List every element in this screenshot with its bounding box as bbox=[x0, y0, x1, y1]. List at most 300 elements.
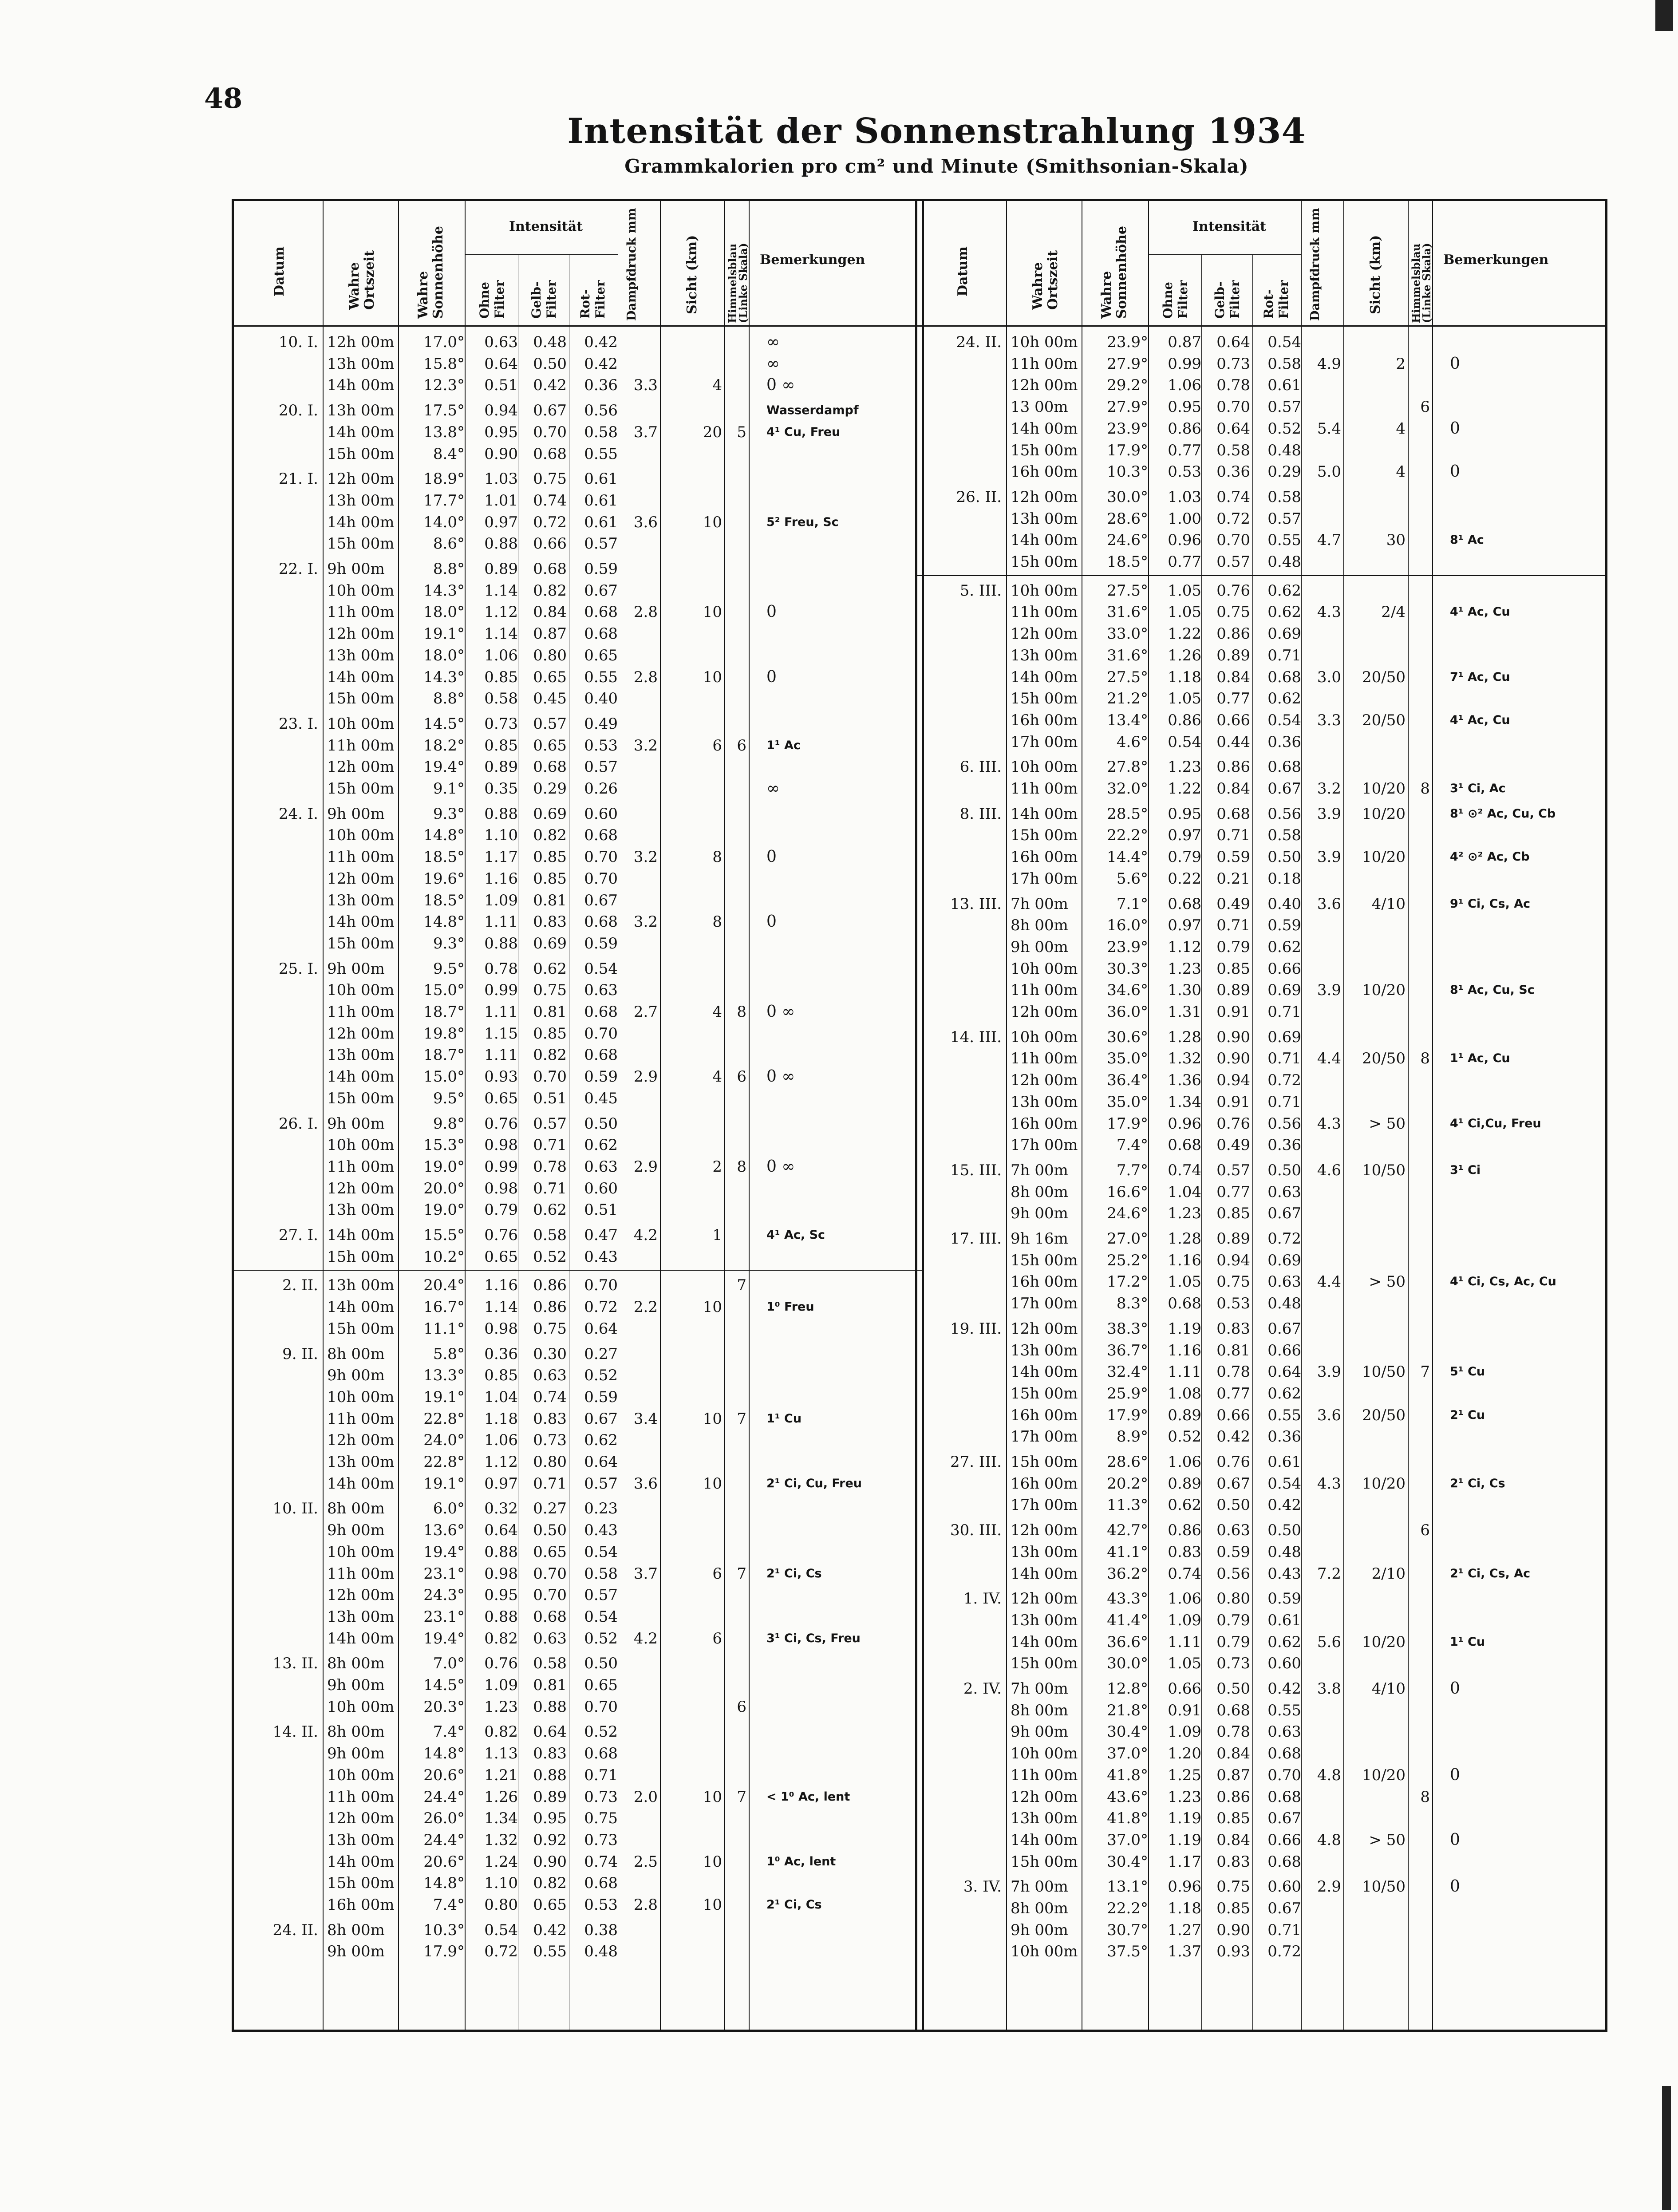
altitude-cell: 17.7° bbox=[423, 491, 465, 510]
intensity-yellow-filter-cell: 0.50 bbox=[533, 355, 567, 373]
header-rule bbox=[234, 325, 922, 327]
intensity-red-filter-cell: 0.67 bbox=[1267, 1319, 1301, 1338]
intensity-no-filter-cell: 1.37 bbox=[1168, 1943, 1201, 1961]
altitude-cell: 23.9° bbox=[1107, 938, 1148, 956]
table-row bbox=[234, 490, 922, 511]
intensity-red-filter-cell: 0.67 bbox=[584, 1410, 618, 1428]
table-row bbox=[917, 1898, 1605, 1919]
intensity-red-filter-cell: 0.68 bbox=[584, 913, 618, 931]
visibility-cell: 20/50 bbox=[1362, 1406, 1406, 1424]
altitude-cell: 8.9° bbox=[1116, 1428, 1148, 1446]
time-cell: 12h 00m bbox=[1011, 625, 1078, 643]
sky-blue-cell: 6 bbox=[1420, 398, 1430, 416]
altitude-cell: 28.6° bbox=[1107, 510, 1148, 528]
intensity-yellow-filter-cell: 0.56 bbox=[1216, 1564, 1250, 1583]
intensity-no-filter-cell: 0.62 bbox=[1168, 1496, 1201, 1514]
intensity-red-filter-cell: 0.50 bbox=[1267, 1521, 1301, 1540]
altitude-cell: 31.6° bbox=[1107, 603, 1148, 621]
table-row bbox=[917, 1340, 1605, 1361]
intensity-red-filter-cell: 0.68 bbox=[584, 625, 618, 643]
intensity-no-filter-cell: 1.09 bbox=[1168, 1611, 1201, 1629]
intensity-no-filter-cell: 1.12 bbox=[484, 603, 518, 621]
vapor-pressure-cell: 2.8 bbox=[633, 1896, 658, 1914]
table-row bbox=[917, 980, 1605, 1000]
table-row bbox=[234, 1247, 922, 1267]
altitude-cell: 12.8° bbox=[1107, 1680, 1148, 1698]
vapor-pressure-cell: 2.9 bbox=[633, 1068, 658, 1086]
table-row bbox=[234, 912, 922, 932]
remarks-cell: 0 bbox=[766, 603, 777, 621]
vapor-pressure-cell: 2.0 bbox=[633, 1788, 658, 1806]
intensity-yellow-filter-cell: 0.90 bbox=[1216, 1050, 1250, 1068]
intensity-yellow-filter-cell: 0.57 bbox=[533, 1114, 567, 1133]
intensity-no-filter-cell: 1.22 bbox=[1168, 780, 1201, 798]
table-row bbox=[917, 602, 1605, 622]
intensity-red-filter-cell: 0.70 bbox=[584, 869, 618, 888]
table-row bbox=[917, 1679, 1605, 1699]
vapor-pressure-cell: 3.7 bbox=[633, 1564, 658, 1583]
intensity-yellow-filter-cell: 0.81 bbox=[1216, 1341, 1250, 1359]
remarks-cell: 0 bbox=[1450, 354, 1460, 373]
intensity-no-filter-cell: 0.88 bbox=[484, 1608, 518, 1626]
table-row bbox=[917, 1808, 1605, 1829]
vapor-pressure-cell: 3.9 bbox=[1317, 805, 1341, 823]
table-row bbox=[234, 714, 922, 734]
visibility-cell: 4/10 bbox=[1371, 1680, 1406, 1698]
intensity-yellow-filter-cell: 0.68 bbox=[533, 1608, 567, 1626]
altitude-cell: 14.8° bbox=[423, 913, 465, 931]
visibility-cell: 10/50 bbox=[1362, 1363, 1406, 1381]
time-cell: 15h 00m bbox=[327, 690, 395, 708]
remarks-cell: 0 bbox=[766, 668, 777, 686]
intensity-no-filter-cell: 0.32 bbox=[484, 1500, 518, 1518]
intensity-red-filter-cell: 0.38 bbox=[584, 1921, 618, 1939]
intensity-no-filter-cell: 0.74 bbox=[1168, 1564, 1201, 1583]
intensity-subheader-rule bbox=[1148, 254, 1301, 255]
table-row bbox=[917, 847, 1605, 867]
intensity-yellow-filter-cell: 0.86 bbox=[533, 1298, 567, 1316]
time-cell: 15h 00m bbox=[1011, 1655, 1078, 1673]
altitude-cell: 21.8° bbox=[1107, 1701, 1148, 1719]
intensity-yellow-filter-cell: 0.74 bbox=[1216, 488, 1250, 506]
time-cell: 14h 00m bbox=[1011, 419, 1078, 438]
table-row bbox=[917, 375, 1605, 395]
intensity-no-filter-cell: 0.99 bbox=[484, 981, 518, 999]
time-cell: 13h 00m bbox=[327, 355, 395, 373]
intensity-no-filter-cell: 0.97 bbox=[484, 1474, 518, 1493]
intensity-no-filter-cell: 1.31 bbox=[1168, 1003, 1201, 1021]
intensity-yellow-filter-cell: 0.29 bbox=[533, 780, 567, 798]
intensity-yellow-filter-cell: 0.69 bbox=[533, 805, 567, 823]
altitude-cell: 25.9° bbox=[1107, 1384, 1148, 1402]
intensity-yellow-filter-cell: 0.75 bbox=[533, 981, 567, 999]
table-row bbox=[234, 1452, 922, 1472]
table-row bbox=[917, 1722, 1605, 1742]
altitude-cell: 9.5° bbox=[433, 960, 465, 978]
intensity-yellow-filter-cell: 0.91 bbox=[1216, 1093, 1250, 1111]
visibility-cell: 2 bbox=[712, 1157, 722, 1176]
intensity-yellow-filter-cell: 0.65 bbox=[533, 1896, 567, 1914]
altitude-cell: 12.3° bbox=[423, 376, 465, 395]
intensity-red-filter-cell: 0.62 bbox=[584, 1431, 618, 1450]
intensity-red-filter-cell: 0.54 bbox=[1267, 711, 1301, 729]
time-cell: 13h 00m bbox=[327, 891, 395, 909]
table-row bbox=[917, 778, 1605, 799]
intensity-no-filter-cell: 0.52 bbox=[1168, 1428, 1201, 1446]
time-cell: 14h 00m bbox=[327, 1068, 395, 1086]
intensity-yellow-filter-cell: 0.88 bbox=[533, 1698, 567, 1716]
intensity-no-filter-cell: 0.76 bbox=[484, 1114, 518, 1133]
time-cell: 10h 00m bbox=[1011, 333, 1078, 351]
intensity-red-filter-cell: 0.62 bbox=[1267, 1633, 1301, 1651]
date-cell: 26. II. bbox=[956, 488, 1002, 506]
visibility-cell: 8 bbox=[712, 848, 722, 866]
header-gelb-filter: Gelb-Filter bbox=[1212, 280, 1242, 319]
altitude-cell: 43.6° bbox=[1107, 1788, 1148, 1806]
header-bemerkungen: Bemerkungen bbox=[1443, 252, 1549, 268]
intensity-no-filter-cell: 1.30 bbox=[1168, 981, 1201, 999]
intensity-no-filter-cell: 0.74 bbox=[1168, 1161, 1201, 1179]
date-cell: 24. II. bbox=[956, 333, 1002, 351]
time-cell: 11h 00m bbox=[1011, 1050, 1078, 1068]
intensity-no-filter-cell: 1.23 bbox=[484, 1698, 518, 1716]
table-row bbox=[917, 1564, 1605, 1584]
intensity-no-filter-cell: 0.82 bbox=[484, 1629, 518, 1647]
vapor-pressure-cell: 5.6 bbox=[1317, 1633, 1341, 1651]
time-cell: 8h 00m bbox=[1011, 1701, 1068, 1719]
altitude-cell: 30.4° bbox=[1107, 1853, 1148, 1871]
date-cell: 14. II. bbox=[272, 1723, 318, 1741]
vapor-pressure-cell: 4.6 bbox=[1317, 1161, 1341, 1179]
intensity-red-filter-cell: 0.70 bbox=[584, 848, 618, 866]
header-ohne-filter: Ohne Filter bbox=[1161, 280, 1190, 319]
remarks-cell: 4¹ Ci,Cu, Freu bbox=[1450, 1116, 1541, 1130]
altitude-cell: 15.3° bbox=[423, 1136, 465, 1154]
intensity-yellow-filter-cell: 0.27 bbox=[533, 1500, 567, 1518]
remarks-cell: 0 bbox=[1450, 1830, 1460, 1849]
vapor-pressure-cell: 3.2 bbox=[633, 913, 658, 931]
visibility-cell: > 50 bbox=[1369, 1273, 1406, 1291]
intensity-yellow-filter-cell: 0.68 bbox=[533, 560, 567, 578]
visibility-cell: > 50 bbox=[1369, 1831, 1406, 1849]
visibility-cell: 10/20 bbox=[1362, 1766, 1406, 1784]
intensity-red-filter-cell: 0.62 bbox=[1267, 1384, 1301, 1402]
time-cell: 14h 00m bbox=[327, 913, 395, 931]
table-row bbox=[917, 1700, 1605, 1721]
altitude-cell: 33.0° bbox=[1107, 625, 1148, 643]
intensity-no-filter-cell: 0.77 bbox=[1168, 553, 1201, 571]
altitude-cell: 17.5° bbox=[423, 402, 465, 420]
table-row bbox=[917, 1383, 1605, 1404]
time-cell: 10h 00m bbox=[1011, 1943, 1078, 1961]
time-cell: 11h 00m bbox=[327, 1788, 395, 1806]
altitude-cell: 26.0° bbox=[423, 1809, 465, 1828]
intensity-yellow-filter-cell: 0.66 bbox=[533, 535, 567, 553]
intensity-no-filter-cell: 0.35 bbox=[484, 780, 518, 798]
intensity-red-filter-cell: 0.59 bbox=[584, 1068, 618, 1086]
intensity-red-filter-cell: 0.71 bbox=[1267, 1921, 1301, 1939]
intensity-no-filter-cell: 0.98 bbox=[484, 1179, 518, 1197]
scan-edge-mark bbox=[1662, 2086, 1671, 2210]
intensity-no-filter-cell: 1.00 bbox=[1168, 510, 1201, 528]
intensity-no-filter-cell: 1.08 bbox=[1168, 1384, 1201, 1402]
time-cell: 8h 00m bbox=[327, 1500, 385, 1518]
visibility-cell: 6 bbox=[712, 1564, 722, 1583]
altitude-cell: 18.7° bbox=[423, 1003, 465, 1021]
time-cell: 12h 00m bbox=[327, 625, 395, 643]
altitude-cell: 20.2° bbox=[1107, 1474, 1148, 1493]
vapor-pressure-cell: 4.8 bbox=[1317, 1831, 1341, 1849]
vapor-pressure-cell: 3.2 bbox=[1317, 780, 1341, 798]
remarks-cell: 2¹ Cu bbox=[1450, 1408, 1485, 1422]
intensity-no-filter-cell: 1.20 bbox=[1168, 1745, 1201, 1763]
table-row bbox=[917, 804, 1605, 824]
altitude-cell: 9.3° bbox=[433, 934, 465, 952]
altitude-cell: 23.1° bbox=[423, 1564, 465, 1583]
intensity-yellow-filter-cell: 0.78 bbox=[1216, 1363, 1250, 1381]
time-cell: 7h 00m bbox=[1011, 1161, 1068, 1179]
intensity-no-filter-cell: 1.32 bbox=[484, 1831, 518, 1849]
vapor-pressure-cell: 3.6 bbox=[633, 1474, 658, 1493]
date-cell: 5. III. bbox=[959, 581, 1002, 600]
table-row bbox=[917, 1070, 1605, 1090]
intensity-yellow-filter-cell: 0.89 bbox=[1216, 1230, 1250, 1248]
remarks-cell: 0 ∞ bbox=[766, 1157, 795, 1176]
altitude-cell: 14.3° bbox=[423, 581, 465, 600]
intensity-red-filter-cell: 0.70 bbox=[584, 1698, 618, 1716]
table-row bbox=[234, 980, 922, 1000]
remarks-cell: Wasserdampf bbox=[766, 403, 859, 418]
intensity-yellow-filter-cell: 0.57 bbox=[1216, 1161, 1250, 1179]
table-row bbox=[917, 732, 1605, 752]
intensity-yellow-filter-cell: 0.91 bbox=[1216, 1003, 1250, 1021]
intensity-red-filter-cell: 0.36 bbox=[584, 376, 618, 395]
intensity-no-filter-cell: 1.17 bbox=[484, 848, 518, 866]
table-row bbox=[234, 735, 922, 756]
time-cell: 16h 00m bbox=[1011, 1474, 1078, 1493]
sky-blue-cell: 6 bbox=[737, 1068, 746, 1086]
intensity-red-filter-cell: 0.55 bbox=[584, 445, 618, 463]
time-cell: 14h 00m bbox=[1011, 531, 1078, 549]
intensity-no-filter-cell: 0.96 bbox=[1168, 531, 1201, 549]
intensity-red-filter-cell: 0.70 bbox=[584, 1276, 618, 1295]
intensity-no-filter-cell: 0.96 bbox=[1168, 1114, 1201, 1133]
intensity-no-filter-cell: 1.34 bbox=[1168, 1093, 1201, 1111]
date-cell: 22. I. bbox=[278, 560, 318, 578]
intensity-no-filter-cell: 1.06 bbox=[484, 1431, 518, 1450]
intensity-yellow-filter-cell: 0.95 bbox=[533, 1809, 567, 1828]
date-cell: 24. II. bbox=[272, 1921, 318, 1939]
visibility-cell: 10/20 bbox=[1362, 981, 1406, 999]
sky-blue-cell: 7 bbox=[1420, 1363, 1430, 1381]
table-row bbox=[234, 1200, 922, 1220]
header-himmelsblau: Himmelsblau (Linke Skala) bbox=[1410, 243, 1433, 323]
date-cell: 26. I. bbox=[278, 1114, 318, 1133]
sky-blue-cell: 8 bbox=[1420, 1050, 1430, 1068]
intensity-no-filter-cell: 1.17 bbox=[1168, 1853, 1201, 1871]
time-cell: 7h 00m bbox=[1011, 1680, 1068, 1698]
time-cell: 13h 00m bbox=[327, 402, 395, 420]
visibility-cell: 10/20 bbox=[1362, 1633, 1406, 1651]
remarks-cell: 0 bbox=[1450, 462, 1460, 481]
intensity-red-filter-cell: 0.55 bbox=[584, 668, 618, 686]
vapor-pressure-cell: 4.3 bbox=[1317, 1114, 1341, 1133]
altitude-cell: 9.1° bbox=[433, 780, 465, 798]
table-row bbox=[234, 1319, 922, 1339]
intensity-no-filter-cell: 0.36 bbox=[484, 1345, 518, 1363]
table-row bbox=[917, 1135, 1605, 1155]
date-cell: 21. I. bbox=[278, 470, 318, 488]
intensity-red-filter-cell: 0.48 bbox=[1267, 1543, 1301, 1561]
intensity-yellow-filter-cell: 0.90 bbox=[533, 1853, 567, 1871]
visibility-cell: 20/50 bbox=[1362, 668, 1406, 686]
altitude-cell: 7.7° bbox=[1116, 1161, 1148, 1179]
intensity-yellow-filter-cell: 0.68 bbox=[533, 758, 567, 776]
altitude-cell: 18.5° bbox=[1107, 553, 1148, 571]
time-cell: 10h 00m bbox=[327, 1698, 395, 1716]
header-intensitaet: Intensität bbox=[509, 219, 583, 234]
intensity-yellow-filter-cell: 0.36 bbox=[1216, 463, 1250, 481]
time-cell: 15h 00m bbox=[1011, 690, 1078, 708]
intensity-red-filter-cell: 0.57 bbox=[584, 758, 618, 776]
time-cell: 13h 00m bbox=[1011, 1341, 1078, 1359]
table-row bbox=[917, 581, 1605, 601]
time-cell: 15h 00m bbox=[327, 445, 395, 463]
time-cell: 9h 00m bbox=[1011, 1921, 1068, 1939]
vapor-pressure-cell: 2.8 bbox=[633, 603, 658, 621]
date-cell: 3. IV. bbox=[963, 1878, 1002, 1896]
intensity-yellow-filter-cell: 0.71 bbox=[1216, 916, 1250, 935]
intensity-yellow-filter-cell: 0.72 bbox=[1216, 510, 1250, 528]
intensity-red-filter-cell: 0.68 bbox=[1267, 668, 1301, 686]
intensity-red-filter-cell: 0.43 bbox=[1267, 1564, 1301, 1583]
page-subtitle: Grammkalorien pro cm² und Minute (Smithsonian-Skala) bbox=[624, 155, 1249, 177]
table-row bbox=[234, 1564, 922, 1584]
intensity-no-filter-cell: 1.22 bbox=[1168, 625, 1201, 643]
intensity-no-filter-cell: 0.88 bbox=[484, 934, 518, 952]
altitude-cell: 8.8° bbox=[433, 560, 465, 578]
visibility-cell: 10/20 bbox=[1362, 848, 1406, 866]
intensity-no-filter-cell: 1.18 bbox=[1168, 1900, 1201, 1917]
table-row bbox=[234, 1743, 922, 1764]
header-sonnenhoehe: Wahre Sonnenhöhe bbox=[415, 226, 446, 319]
intensity-yellow-filter-cell: 0.77 bbox=[1216, 690, 1250, 708]
visibility-cell: 4 bbox=[712, 376, 722, 395]
time-cell: 10h 00m bbox=[1011, 1028, 1078, 1046]
intensity-no-filter-cell: 0.80 bbox=[484, 1896, 518, 1914]
intensity-no-filter-cell: 1.14 bbox=[484, 581, 518, 600]
intensity-no-filter-cell: 1.16 bbox=[484, 1276, 518, 1295]
intensity-red-filter-cell: 0.61 bbox=[1267, 1611, 1301, 1629]
intensity-no-filter-cell: 1.23 bbox=[1168, 960, 1201, 978]
sky-blue-cell: 7 bbox=[737, 1564, 746, 1583]
vapor-pressure-cell: 3.4 bbox=[633, 1410, 658, 1428]
intensity-no-filter-cell: 1.21 bbox=[484, 1766, 518, 1784]
altitude-cell: 8.6° bbox=[433, 535, 465, 553]
remarks-cell: 9¹ Ci, Cs, Ac bbox=[1450, 897, 1531, 911]
altitude-cell: 22.2° bbox=[1107, 826, 1148, 845]
intensity-yellow-filter-cell: 0.88 bbox=[533, 1766, 567, 1784]
table-row bbox=[917, 1426, 1605, 1447]
time-cell: 13h 00m bbox=[1011, 510, 1078, 528]
altitude-cell: 14.0° bbox=[423, 513, 465, 531]
time-cell: 14h 00m bbox=[327, 423, 395, 441]
intensity-yellow-filter-cell: 0.62 bbox=[533, 960, 567, 978]
remarks-cell: 0 ∞ bbox=[766, 376, 795, 395]
table-row bbox=[917, 757, 1605, 777]
intensity-no-filter-cell: 0.22 bbox=[1168, 869, 1201, 888]
visibility-cell: 10 bbox=[703, 1853, 722, 1871]
intensity-no-filter-cell: 0.99 bbox=[484, 1157, 518, 1176]
table-row bbox=[917, 1228, 1605, 1249]
intensity-yellow-filter-cell: 0.69 bbox=[533, 934, 567, 952]
intensity-no-filter-cell: 0.95 bbox=[484, 423, 518, 441]
header-gelb-filter: Gelb-Filter bbox=[529, 280, 559, 319]
intensity-yellow-filter-cell: 0.85 bbox=[1216, 1900, 1250, 1917]
intensity-no-filter-cell: 1.28 bbox=[1168, 1230, 1201, 1248]
remarks-cell: 1⁰ Ac, lent bbox=[766, 1854, 836, 1868]
altitude-cell: 20.0° bbox=[423, 1179, 465, 1197]
table-row bbox=[234, 624, 922, 644]
intensity-no-filter-cell: 1.19 bbox=[1168, 1809, 1201, 1828]
intensity-red-filter-cell: 0.68 bbox=[1267, 758, 1301, 776]
intensity-no-filter-cell: 0.73 bbox=[484, 715, 518, 733]
visibility-cell: 4 bbox=[712, 1003, 722, 1021]
intensity-red-filter-cell: 0.71 bbox=[1267, 646, 1301, 664]
intensity-red-filter-cell: 0.43 bbox=[584, 1248, 618, 1266]
intensity-no-filter-cell: 0.97 bbox=[1168, 916, 1201, 935]
remarks-cell: 0 ∞ bbox=[766, 1067, 795, 1086]
remarks-cell: 3¹ Ci, Ac bbox=[1450, 782, 1506, 795]
date-cell: 23. I. bbox=[278, 715, 318, 733]
table-row bbox=[234, 959, 922, 979]
vapor-pressure-cell: 3.2 bbox=[633, 736, 658, 754]
header-ortszeit: Wahre Ortszeit bbox=[1030, 250, 1061, 310]
altitude-cell: 18.5° bbox=[423, 891, 465, 909]
remarks-cell: 3¹ Ci, Cs, Freu bbox=[766, 1631, 861, 1645]
time-cell: 14h 00m bbox=[327, 1853, 395, 1871]
table-row bbox=[234, 933, 922, 954]
table-row bbox=[917, 1653, 1605, 1674]
altitude-cell: 17.9° bbox=[1107, 1114, 1148, 1133]
time-cell: 15h 00m bbox=[1011, 1384, 1078, 1402]
remarks-cell: 8¹ Ac bbox=[1450, 533, 1484, 547]
altitude-cell: 7.4° bbox=[433, 1896, 465, 1914]
intensity-no-filter-cell: 0.89 bbox=[484, 560, 518, 578]
intensity-yellow-filter-cell: 0.70 bbox=[1216, 531, 1250, 549]
intensity-red-filter-cell: 0.53 bbox=[584, 736, 618, 754]
intensity-yellow-filter-cell: 0.84 bbox=[1216, 780, 1250, 798]
table-row bbox=[234, 1365, 922, 1386]
altitude-cell: 30.6° bbox=[1107, 1028, 1148, 1046]
intensity-no-filter-cell: 0.95 bbox=[1168, 805, 1201, 823]
altitude-cell: 38.3° bbox=[1107, 1319, 1148, 1338]
intensity-no-filter-cell: 0.88 bbox=[484, 805, 518, 823]
intensity-no-filter-cell: 1.06 bbox=[1168, 376, 1201, 395]
remarks-cell: 0 bbox=[1450, 1679, 1460, 1698]
date-cell: 1. IV. bbox=[963, 1590, 1002, 1608]
intensity-yellow-filter-cell: 0.81 bbox=[533, 1003, 567, 1021]
vapor-pressure-cell: 4.4 bbox=[1317, 1050, 1341, 1068]
table-row bbox=[917, 1542, 1605, 1562]
visibility-cell: 8 bbox=[712, 913, 722, 931]
intensity-yellow-filter-cell: 0.77 bbox=[1216, 1183, 1250, 1201]
table-left bbox=[232, 199, 924, 2032]
intensity-red-filter-cell: 0.62 bbox=[1267, 938, 1301, 956]
visibility-cell: 2/10 bbox=[1371, 1564, 1406, 1583]
intensity-yellow-filter-cell: 0.71 bbox=[533, 1136, 567, 1154]
vapor-pressure-cell: 2.7 bbox=[633, 1003, 658, 1021]
